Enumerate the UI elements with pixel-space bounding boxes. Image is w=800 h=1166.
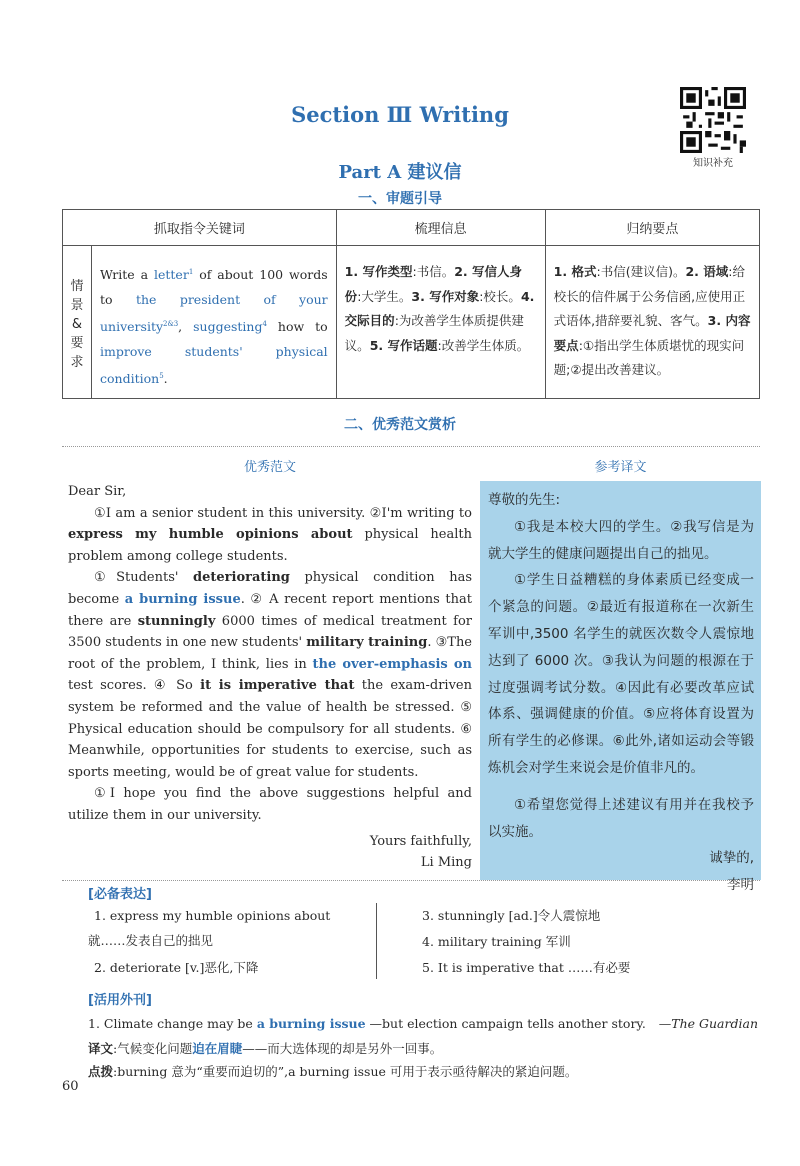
divider	[62, 446, 760, 447]
letter-paragraph-2: ①Students' deteriorating physical condition has become a burning issue. ② A recent report mentions that there are stunningly 6000 times of medical treatment for 3500 students in one new students' military training. ③The root of the problem, I think, lies in the over-emphasis on test scores. ④ So it is imperative that the exam-driven system be reformed and the value of health be stressed. ⑤ Physical education should be compulsory for all students. ⑥ Meanwhile, opportunities for students to exercise, such as sports meeting, would be of great value for students.	[68, 570, 473, 780]
letter-signature: Li Ming	[420, 855, 472, 871]
qr-caption: 知识补充	[693, 158, 733, 169]
expression-item: 2. deteriorate [v.]恶化,下降	[94, 960, 259, 975]
expressions-tag: [必备表达]	[88, 887, 152, 902]
letter-paragraph-1: ①I am a senior student in this university. ②I'm writing to express my humble opinions about physical health problem among college students.	[68, 505, 472, 564]
guide-table	[62, 209, 760, 399]
translation-text	[488, 487, 754, 899]
letter-closing: Yours faithfully,	[369, 833, 472, 849]
model-column-title: 优秀范文	[243, 460, 296, 475]
row-label: 情 景 & 要 求	[63, 246, 92, 399]
model-letter	[68, 481, 472, 874]
divider	[62, 880, 760, 881]
usage-sentence: 1. Climate change may be a burning issue —but election campaign tells another story. —The Guardian	[88, 1016, 758, 1031]
usage-tag: [活用外刊]	[88, 993, 152, 1008]
divider	[376, 903, 377, 979]
page-number: 60	[62, 1079, 79, 1094]
points-cell: 1. 格式:书信(建议信)。2. 语域:给校长的信件属于公务信函,应使用正式语体,措辞要礼貌、客气。3. 内容要点:①指出学生体质堪忧的现实问题;②提出改善建议。	[545, 246, 759, 399]
usage-translation: 译文:气候变化问题迫在眉睫——而大选体现的却是另外一回事。	[88, 1041, 443, 1056]
translation-paragraph-3: ①希望您觉得上述建议有用并在我校予以实施。	[488, 796, 754, 840]
translation-paragraph-1: ①我是本校大四的学生。②我写信是为就大学生的健康问题提出自己的拙见。	[488, 518, 754, 562]
table-header-points: 归纳要点	[545, 210, 759, 246]
translation-column-title: 参考译文	[594, 460, 647, 475]
table-header-keywords: 抓取指令关键词	[63, 210, 337, 246]
usage-tip: 点拨:burning 意为“重要而迫切的”,a burning issue 可用于表示亟待解决的紧迫问题。	[88, 1064, 578, 1079]
table-header-info: 梳理信息	[336, 210, 545, 246]
keywords-cell: Write a letter$^1$ of about 100 words to the president of your university$^{2\&3}$, suggesting$^4$ how to improve students' physical condition$^5$.	[92, 246, 337, 399]
part-title: Part A 建议信	[338, 162, 462, 183]
expression-item: 5. It is imperative that ……有必要	[422, 960, 631, 975]
section-title: Section Ⅲ Writing	[291, 102, 509, 127]
letter-greeting: Dear Sir,	[68, 484, 127, 499]
model-section-title: 二、优秀范文赏析	[344, 417, 456, 433]
translation-greeting: 尊敬的先生:	[488, 492, 561, 508]
info-cell: 1. 写作类型:书信。2. 写信人身份:大学生。3. 写作对象:校长。4. 交际目的:为改善学生体质提供建议。5. 写作话题:改善学生体质。	[336, 246, 545, 399]
qr-code-icon[interactable]	[680, 87, 746, 153]
translation-paragraph-2: ①学生日益糟糕的身体素质已经变成一个紧急的问题。②最近有报道称在一次新生军训中,3500 名学生的就医次数令人震惊地达到了 6000 次。③我认为问题的根源在于过度强调考试分数。④因此有必要改革应试体系、强调健康的价值。⑤应将体育设置为所有学生的必修课。⑥此外,诸如运动会等锻炼机会对学生来说会是价值非凡的。	[488, 572, 754, 776]
expression-item: 4. military training 军训	[422, 934, 571, 949]
translation-closing: 诚挚的,	[709, 850, 754, 867]
translation-signature: 李明	[727, 877, 754, 894]
guide-title: 一、审题引导	[358, 191, 442, 207]
expression-item: 3. stunningly [ad.]令人震惊地	[422, 908, 601, 923]
expression-item: 1. express my humble opinions about 就……发表自己的拙见	[88, 908, 331, 948]
letter-paragraph-3: ①I hope you find the above suggestions helpful and utilize them in our university.	[68, 786, 472, 823]
